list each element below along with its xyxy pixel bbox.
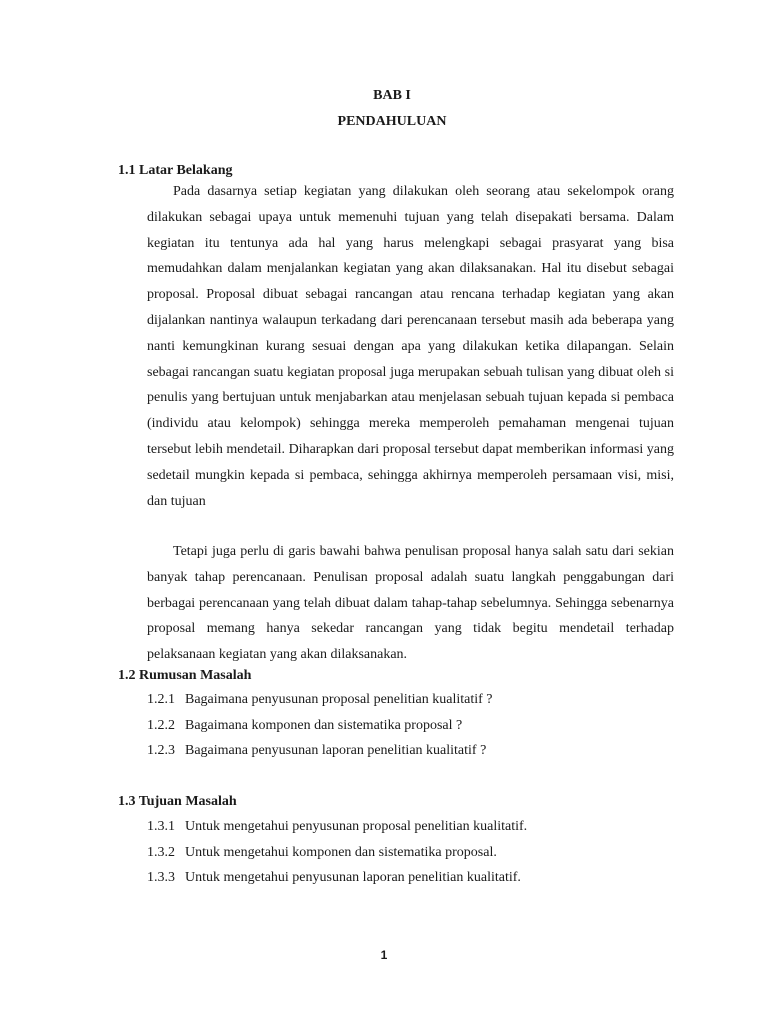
chapter-title: PENDAHULUAN bbox=[337, 114, 447, 129]
list-item-text: Untuk mengetahui komponen dan sistematika proposal. bbox=[185, 844, 497, 860]
section-heading-tujuan-masalah: 1.3 Tujuan Masalah bbox=[118, 794, 237, 809]
list-item bbox=[147, 844, 527, 870]
list-item-number: 1.2.1 bbox=[147, 692, 175, 707]
list-item-text: Untuk mengetahui penyusunan laporan penelitian kualitatif. bbox=[185, 870, 521, 885]
list-item-text: Bagaimana komponen dan sistematika proposal ? bbox=[185, 717, 463, 733]
section-heading-rumusan-masalah: 1.2 Rumusan Masalah bbox=[118, 668, 252, 683]
list-item-number: 1.2.3 bbox=[147, 743, 175, 758]
list-item-text: Bagaimana penyusunan proposal penelitian kualitatif ? bbox=[185, 692, 493, 707]
list-item bbox=[147, 691, 493, 717]
list-item bbox=[147, 717, 493, 743]
list-item-text: Untuk mengetahui penyusunan proposal penelitian kualitatif. bbox=[185, 819, 528, 834]
chapter-number: BAB I bbox=[373, 88, 411, 103]
list-item-number: 1.3.1 bbox=[147, 819, 175, 834]
latar-belakang-paragraph-1: Pada dasarnya setiap kegiatan yang dilakukan oleh seorang atau sekelompok orang dilakukan sebagai upaya untuk memenuhi tujuan yang telah disepakati bersama. Dalam kegiatan itu tentunya ada hal yang harus melengkapi sebagai prasyarat yang bisa memudahkan dalam menjalankan kegiatan yang akan dilaksanakan. Hal itu disebut sebagai proposal. Proposal dibuat sebagai rancangan atau rencana terhadap kegiatan yang akan dijalankan nantinya walaupun terkadang dari perencanaan tersebut masih ada beberapa yang nanti kemungkinan kurang sesuai dengan apa yang dilakukan ketika dilapangan. Selain sebagai rancangan suatu kegiatan proposal juga merupakan sebuah tulisan yang dibuat oleh si penulis yang bertujuan untuk menjabarkan atau menjelasan sebuah tujuan kepada si pembaca (individu atau kelompok) sehingga mereka memperoleh pemahaman mengenai tujuan tersebut lebih mendetail. Diharapkan dari proposal tersebut dapat memberikan informasi yang sedetail mungkin kepada si pembaca, sehingga akhirnya memperoleh persamaan visi, misi, dan tujuan bbox=[147, 184, 674, 509]
section-heading-latar-belakang: 1.1 Latar Belakang bbox=[118, 163, 233, 178]
list-item bbox=[147, 742, 493, 768]
rumusan-masalah-list bbox=[147, 691, 493, 768]
list-item-number: 1.3.3 bbox=[147, 870, 175, 885]
list-item-number: 1.3.2 bbox=[147, 844, 175, 860]
list-item-number: 1.2.2 bbox=[147, 717, 175, 733]
tujuan-masalah-list bbox=[147, 818, 527, 895]
list-item-text: Bagaimana penyusunan laporan penelitian kualitatif ? bbox=[185, 743, 487, 758]
list-item bbox=[147, 869, 527, 895]
page-number: 1 bbox=[380, 948, 388, 962]
list-item bbox=[147, 818, 527, 844]
latar-belakang-paragraph-2: Tetapi juga perlu di garis bawahi bahwa penulisan proposal hanya salah satu dari sekian banyak tahap perencanaan. Penulisan proposal adalah suatu langkah penggabungan dari berbagai perencanaan yang telah dibuat dalam tahap-tahap sebelumnya. Sehingga sebenarnya proposal memang hanya sekedar rancangan yang tidak begitu mendetail terhadap pelaksanaan kegiatan yang akan dilaksanakan. bbox=[147, 544, 674, 663]
